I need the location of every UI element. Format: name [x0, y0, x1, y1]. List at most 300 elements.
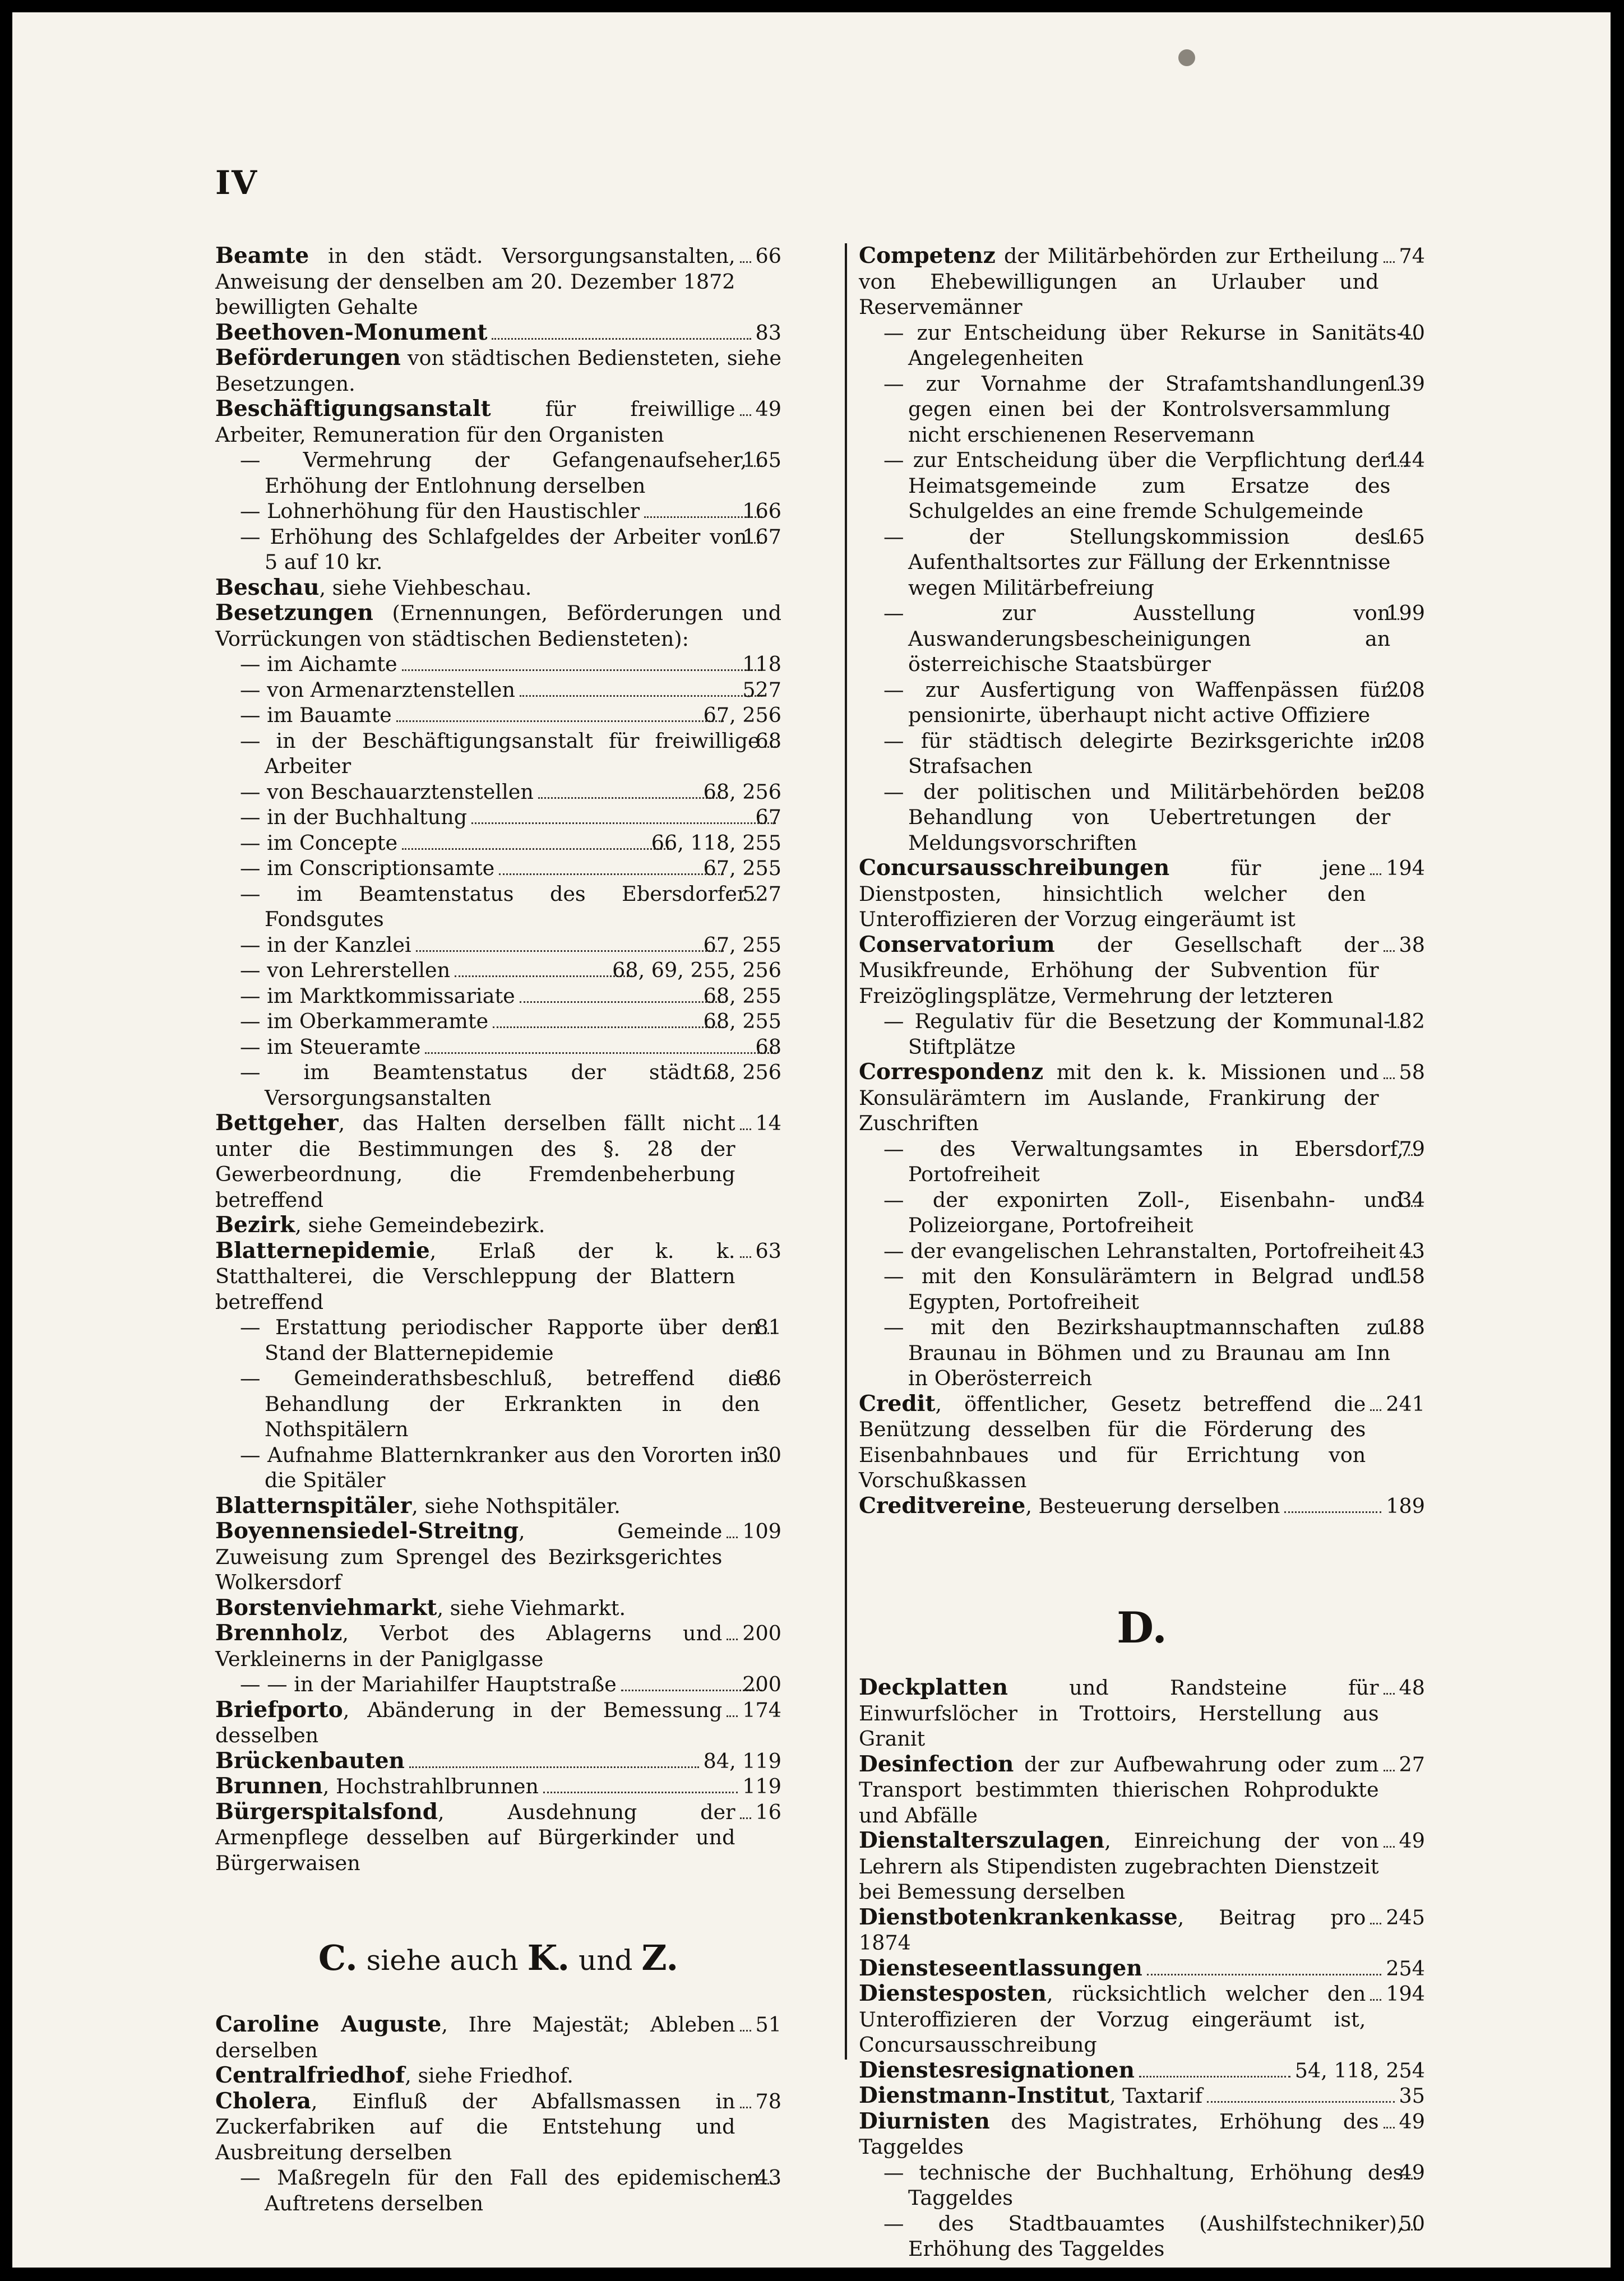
dot-leader [1370, 1409, 1381, 1411]
section-note: siehe auch [357, 1944, 528, 1977]
page-reference: 51 [755, 2012, 781, 2037]
entry-description: der Militärbehörden zur Ertheilung von Ehebewilligungen an Urlauber und Reservemänner [859, 244, 1379, 319]
page-reference: 527 [742, 881, 781, 906]
index-entry [883, 1238, 1425, 1264]
index-entry [883, 447, 1425, 524]
entry-description: , Verbot des Ablagerns und Verkleinerns in der Paniglgasse [215, 1621, 723, 1671]
entry-description: , Abänderung in der Bemessung desselben [215, 1697, 723, 1747]
entry-description: , Hochstrahlbrunnen [322, 1774, 539, 1798]
entry-description: — von Beschauarztenstellen [240, 779, 534, 804]
index-entry [883, 320, 1425, 371]
index-entry [883, 1187, 1425, 1238]
page-reference: 109 [742, 1519, 781, 1543]
dot-leader [402, 669, 763, 671]
entry-text [883, 1136, 1404, 1187]
index-entry [240, 779, 781, 805]
page-reference: 66 [755, 244, 781, 268]
dot-leader [455, 975, 632, 977]
entry-text [240, 983, 515, 1009]
page-reference: 199 [1386, 601, 1425, 625]
entry-text [859, 1059, 1379, 1136]
entry-description: — zur Ausfertigung von Waffenpässen für pensionirte, überhaupt nicht active Offiziere [883, 677, 1391, 727]
dot-leader [1384, 950, 1395, 952]
dot-leader [1384, 2127, 1395, 2129]
page-reference: 208 [1386, 677, 1425, 702]
dot-leader [1207, 2101, 1394, 2103]
dot-leader [740, 1817, 751, 1819]
dot-leader [520, 1001, 724, 1003]
entry-description: und Randsteine für Einwurfslöcher in Trottoirs, Herstellung aus Granit [859, 1676, 1379, 1751]
index-entry [240, 498, 781, 524]
page-reference: 35 [1399, 2084, 1425, 2108]
page-reference: 54, 118, 254 [1294, 2058, 1425, 2083]
page-reference: 68, 256 [703, 1060, 781, 1084]
page-reference: 49 [755, 397, 781, 421]
dot-leader [402, 848, 672, 850]
entry-text [215, 1213, 545, 1238]
index-entry [240, 2165, 781, 2216]
entry-text [240, 651, 397, 677]
index-entry [883, 2211, 1425, 2262]
entry-text [859, 1493, 1280, 1519]
entry-description: — zur Entscheidung über die Verpflichtung der Heimatsgemeinde zum Ersatze des Schulgeldes an eine fremde Schulgemeinde [883, 448, 1391, 523]
entry-description: — Aufnahme Blatternkranker aus den Vororten in die Spitäler [240, 1442, 760, 1492]
page-reference: 43 [755, 2166, 781, 2190]
entry-headword: Bezirk [215, 1212, 295, 1238]
index-entry [883, 728, 1425, 779]
page-reference: 49 [1399, 1829, 1425, 1853]
index-entry [240, 932, 781, 958]
entry-text [859, 1956, 1142, 1982]
entry-description: , öffentlicher, Gesetz betreffend die Benützung desselben für die Förderung des Eisenbahnbaues und für Errichtung von Vorschußkassen [859, 1391, 1366, 1492]
dot-leader [396, 720, 724, 722]
index-entry [859, 2058, 1425, 2084]
index-entry [240, 1034, 781, 1060]
entry-text [240, 498, 640, 524]
entry-headword: Bettgeher [215, 1110, 339, 1136]
dot-leader [520, 695, 762, 697]
entry-description: , Einfluß der Abfallsmassen in Zuckerfabriken auf die Entstehung und Ausbreitung derselben [215, 2089, 735, 2164]
entry-text [859, 2058, 1135, 2084]
entry-description: , Einreichung der von Lehrern als Stipendisten zugebrachten Dienstzeit bei Bemessung derselben [859, 1829, 1379, 1904]
entry-text [859, 932, 1379, 1009]
page-reference: 40 [1399, 320, 1425, 345]
entry-description: der zur Aufbewahrung oder zum Transport bestimmten thierischen Rohprodukte und Abfälle [859, 1752, 1379, 1827]
dot-leader [499, 873, 723, 875]
entry-headword: Dienstbotenkrankenkasse [859, 1904, 1178, 1930]
index-entry [240, 983, 781, 1009]
entry-text [883, 1238, 1396, 1264]
dot-leader [740, 414, 751, 416]
dot-leader [740, 2030, 751, 2032]
page-reference: 241 [1386, 1391, 1425, 1416]
page-reference: 182 [1386, 1009, 1425, 1033]
entry-text [859, 2109, 1379, 2160]
index-entry [240, 447, 781, 498]
entry-description: , Ausdehnung der Armenpflege desselben auf Bürgerkinder und Bürgerwaisen [215, 1799, 735, 1875]
dot-leader [543, 1792, 738, 1793]
dot-leader [1370, 1923, 1381, 1924]
index-entry [240, 728, 781, 779]
entry-text [240, 677, 516, 703]
entry-description: — Maßregeln für den Fall des epidemischen Auftretens derselben [240, 2166, 760, 2215]
index-entry [883, 600, 1425, 677]
index-entry [215, 2012, 781, 2063]
page-reference: 119 [742, 1774, 781, 1798]
page-reference: 78 [755, 2089, 781, 2113]
entry-text [859, 1905, 1366, 1956]
entry-description: — des Verwaltungsamtes in Ebersdorf, Portofreiheit [883, 1136, 1404, 1186]
dot-leader [493, 1026, 724, 1028]
entry-headword: Blatternepidemie [215, 1237, 430, 1264]
page-reference: 527 [742, 677, 781, 702]
entry-description: — mit den Bezirkshauptmannschaften zu Braunau in Böhmen und zu Braunau am Inn in Oberösterreich [883, 1315, 1391, 1390]
entry-headword: Creditvereine [859, 1492, 1026, 1519]
entry-headword: Caroline Auguste [215, 2011, 442, 2037]
dot-leader [1384, 261, 1395, 263]
index-entry [859, 855, 1425, 932]
index-entry [215, 345, 781, 396]
entry-headword: Bürgerspitalsfond [215, 1798, 438, 1825]
page-reference: 49 [1399, 2160, 1425, 2185]
entry-description: , Taxtarif [1109, 2084, 1203, 2108]
page-number: IV [215, 164, 258, 202]
index-entry [883, 2160, 1425, 2211]
page-reference: 67, 255 [703, 932, 781, 957]
entry-description: — in der Buchhaltung [240, 805, 468, 829]
page-reference: 49 [1399, 2109, 1425, 2134]
entry-description: in den städt. Versorgungsanstalten, Anweisung der denselben am 20. Dezember 1872 bewilligten Gehalte [215, 244, 735, 319]
page-reference: 63 [755, 1238, 781, 1263]
entry-description: — im Beamtenstatus der städt. Versorgungsanstalten [240, 1060, 708, 1110]
page-reference: 194 [1386, 1982, 1425, 2006]
dot-leader [1384, 1770, 1395, 1771]
index-entry [215, 600, 781, 651]
entry-headword: Concursausschreibungen [859, 855, 1170, 881]
page-reference: 68, 256 [703, 779, 781, 804]
entry-text [240, 728, 760, 779]
index-entry [240, 651, 781, 677]
entry-headword: Borstenviehmarkt [215, 1594, 437, 1621]
index-entry [859, 1059, 1425, 1136]
entry-text [240, 1366, 760, 1442]
page-reference: 165 [1386, 524, 1425, 549]
dot-leader [1284, 1511, 1381, 1513]
entry-description: , Ihre Majestät; Ableben derselben [215, 2012, 735, 2062]
entry-description: — im Conscriptionsamte [240, 856, 495, 880]
index-entry [240, 1672, 781, 1697]
entry-description: — mit den Konsulärämtern in Belgrad und Egypten, Portofreiheit [883, 1264, 1391, 1314]
index-entry [859, 1752, 1425, 1829]
entry-text [883, 1008, 1391, 1059]
dot-leader [740, 1128, 751, 1130]
dot-leader [471, 822, 775, 824]
entry-description: von städtischen Bediensteten, siehe Besetzungen. [215, 346, 781, 396]
entry-description: — der evangelischen Lehranstalten, Portofreiheit [883, 1238, 1396, 1263]
entry-description: — im Beamtenstatus des Ebersdorfer Fondsgutes [240, 881, 747, 931]
entry-text [215, 1519, 722, 1595]
index-entry [240, 1059, 781, 1111]
entry-text [240, 1008, 489, 1034]
page-reference: 43 [1399, 1238, 1425, 1263]
index-entry [859, 1981, 1425, 2058]
index-entry [240, 804, 781, 830]
entry-text [883, 524, 1391, 601]
entry-description: — der exponirten Zoll-, Eisenbahn- und Polizeiorgane, Portofreiheit [883, 1187, 1404, 1237]
page-reference: 27 [1399, 1752, 1425, 1776]
section-letter-k: K. [527, 1937, 570, 1978]
index-list-b [215, 243, 781, 1876]
entry-text [883, 779, 1391, 856]
entry-description: — im Marktkommissariate [240, 983, 515, 1008]
index-column-left [215, 243, 781, 2216]
entry-description: — Gemeinderathsbeschluß, betreffend die Behandlung der Erkrankten in den Nothspitälern [240, 1366, 760, 1441]
entry-description: , Beitrag pro 1874 [859, 1905, 1366, 1955]
entry-text [215, 1493, 621, 1519]
index-entry [215, 396, 781, 447]
entry-headword: Boyennensiedel-Streitng [215, 1518, 519, 1544]
page-reference: 66, 118, 255 [651, 830, 781, 855]
entry-description: — im Aichamte [240, 652, 397, 676]
entry-text [859, 2083, 1202, 2109]
entry-text [859, 1752, 1379, 1829]
entry-headword: Dienstesposten [859, 1981, 1047, 2006]
document-page [12, 12, 1611, 2268]
entry-text [215, 600, 781, 651]
section-and: und [570, 1944, 642, 1977]
entry-headword: Correspondenz [859, 1059, 1044, 1085]
page-reference: 30 [755, 1442, 781, 1467]
index-entry [215, 1799, 781, 1876]
page-reference: 50 [1399, 2211, 1425, 2236]
index-entry [215, 1621, 781, 1672]
index-entry [859, 1828, 1425, 1905]
page-reference: 14 [755, 1111, 781, 1135]
page-reference: 68, 69, 255, 256 [612, 958, 781, 982]
entry-description: — von Lehrerstellen [240, 958, 451, 982]
entry-description: , Erlaß der k. k. Statthalterei, die Verschleppung der Blattern betreffend [215, 1238, 735, 1314]
entry-description: , siehe Viehmarkt. [437, 1595, 626, 1620]
index-entry [883, 677, 1425, 728]
page-reference: 48 [1399, 1676, 1425, 1700]
entry-description: , das Halten derselben fällt nicht unter die Bestimmungen des §. 28 der Gewerbeordnung, die Fremdenbeherbung betreffend [215, 1111, 735, 1212]
entry-description: — von Armenarztenstellen [240, 677, 516, 702]
entry-description: — Erhöhung des Schlafgeldes der Arbeiter von 5 auf 10 kr. [240, 524, 747, 574]
entry-description: — des Stadtbauamtes (Aushilfstechniker), Erhöhung des Taggeldes [883, 2211, 1404, 2261]
page-reference: 158 [1386, 1264, 1425, 1288]
index-entry [240, 957, 781, 983]
entry-description: des Magistrates, Erhöhung des Taggeldes [859, 2109, 1379, 2159]
index-entry [859, 932, 1425, 1009]
index-entry [215, 1595, 781, 1621]
entry-description: für freiwillige Arbeiter, Remuneration für den Organisten [215, 397, 735, 447]
entry-headword: Centralfriedhof [215, 2062, 405, 2088]
entry-headword: Brückenbauten [215, 1747, 405, 1774]
index-entry [215, 1238, 781, 1315]
entry-description: — in der Kanzlei [240, 932, 411, 957]
entry-text [240, 1442, 760, 1493]
dot-leader [740, 2107, 751, 2108]
entry-headword: Cholera [215, 2088, 311, 2114]
entry-text [240, 1672, 617, 1697]
entry-description: für jene Dienstposten, hinsichtlich welcher den Unteroffizieren der Vorzug eingeräumt ist [859, 856, 1366, 931]
page-reference: 189 [1386, 1493, 1425, 1518]
entry-text [859, 1828, 1379, 1905]
page-reference: 67, 256 [703, 703, 781, 727]
entry-description: — im Steueramte [240, 1034, 421, 1059]
entry-text [859, 855, 1366, 932]
dot-leader [1384, 1693, 1395, 1695]
entry-text [883, 2211, 1404, 2262]
page-reference: 254 [1386, 1956, 1425, 1981]
page-reference: 58 [1399, 1060, 1425, 1084]
entry-description: — im Oberkammeramte [240, 1009, 489, 1033]
entry-description: , Gemeinde Zuweisung zum Sprengel des Bezirksgerichtes Wolkersdorf [215, 1519, 723, 1594]
page-reference: 67, 255 [703, 856, 781, 880]
entry-text [240, 2165, 760, 2216]
page-reference: 166 [742, 499, 781, 523]
dot-leader [1384, 1846, 1395, 1848]
entry-description: — der politischen und Militärbehörden bei Behandlung von Uebertretungen der Meldungsvorschriften [883, 779, 1391, 855]
index-entry [240, 524, 781, 575]
entry-description: — im Bauamte [240, 703, 392, 727]
dot-leader [409, 1766, 699, 1768]
entry-description: , siehe Friedhof. [405, 2063, 573, 2088]
index-entry [883, 1315, 1425, 1391]
page-reference: 67 [755, 805, 781, 829]
entry-text [883, 447, 1391, 524]
entry-headword: Dienstmann-Institut [859, 2083, 1109, 2108]
page-reference: 84, 119 [703, 1748, 781, 1773]
entry-text [215, 2089, 735, 2166]
entry-headword: Beamte [215, 243, 309, 269]
index-entry [215, 1748, 781, 1774]
page-reference: 174 [742, 1697, 781, 1722]
section-heading-d [859, 1603, 1425, 1653]
entry-text [240, 881, 747, 932]
index-entry [240, 1366, 781, 1442]
entry-text [240, 804, 468, 830]
entry-headword: Beschäftigungsanstalt [215, 396, 491, 422]
entry-description: , siehe Gemeindebezirk. [295, 1213, 545, 1237]
entry-text [859, 1675, 1379, 1752]
entry-description: — zur Ausstellung von Auswanderungsbescheinigungen an österreichische Staatsbürger [883, 601, 1391, 676]
page-reference: 68, 255 [703, 983, 781, 1008]
index-entry [215, 1774, 781, 1799]
entry-text [883, 1187, 1404, 1238]
index-list-c-continued [859, 243, 1425, 1519]
entry-text [240, 830, 398, 856]
page-reference: 81 [755, 1315, 781, 1339]
entry-text [215, 1799, 735, 1876]
index-entry [883, 1136, 1425, 1187]
dot-leader [492, 338, 751, 340]
entry-headword: Competenz [859, 243, 996, 269]
page-reference: 68 [755, 728, 781, 753]
entry-text [883, 1315, 1391, 1391]
page-reference: 144 [1386, 448, 1425, 472]
entry-headword: Besetzungen [215, 600, 373, 626]
dot-leader [538, 797, 724, 799]
entry-description: — Regulativ für die Besetzung der Kommunal-Stiftplätze [883, 1009, 1391, 1059]
dot-leader [1370, 873, 1381, 875]
entry-text [215, 1697, 722, 1748]
dot-leader [416, 950, 724, 952]
index-column-right [859, 243, 1425, 2262]
entry-text [883, 371, 1391, 448]
page-reference: 38 [1399, 932, 1425, 957]
page-reference: 167 [742, 524, 781, 549]
index-entry [215, 2089, 781, 2166]
section-letter-c: C. [318, 1937, 358, 1978]
entry-text [883, 320, 1404, 371]
entry-description: — — in der Mariahilfer Hauptstraße [240, 1672, 617, 1696]
page-reference: 194 [1386, 856, 1425, 880]
entry-description: — technische der Buchhaltung, Erhöhung des Taggeldes [883, 2160, 1404, 2210]
page-reference: 86 [755, 1366, 781, 1390]
index-entry [240, 1442, 781, 1493]
index-entry [215, 2063, 781, 2089]
page-reference: 79 [1399, 1136, 1425, 1161]
entry-text [240, 524, 747, 575]
entry-description: — der Stellungskommission des Aufenthaltsortes zur Fällung der Erkenntnisse wegen Militärbefreiung [883, 524, 1391, 600]
entry-text [240, 447, 747, 498]
dot-leader [740, 261, 751, 263]
entry-description: — Vermehrung der Gefangenaufseher, Erhöhung der Entlohnung derselben [240, 448, 747, 498]
entry-text [215, 1748, 405, 1774]
index-entry [859, 243, 1425, 320]
dot-leader [727, 1639, 738, 1640]
entry-description: , Besteuerung derselben [1025, 1493, 1280, 1518]
entry-text [240, 779, 534, 805]
entry-headword: Credit [859, 1390, 936, 1417]
entry-headword: Dienstesresignationen [859, 2057, 1135, 2083]
page-reference: 34 [1399, 1187, 1425, 1212]
entry-description: , rücksichtlich welcher den Unteroffizieren der Vorzug eingeräumt ist, Concursausschreibung [859, 1982, 1366, 2057]
index-entry [859, 1956, 1425, 1982]
entry-headword: Diensteseentlassungen [859, 1955, 1142, 1981]
entry-text [240, 1315, 760, 1366]
entry-text [883, 677, 1391, 728]
entry-text [240, 932, 411, 958]
index-entry [215, 1493, 781, 1519]
entry-headword: Brunnen [215, 1773, 323, 1799]
index-entry [859, 1391, 1425, 1493]
page-reference: 200 [742, 1621, 781, 1645]
page-reference: 208 [1386, 779, 1425, 804]
dot-leader [1370, 1999, 1381, 2001]
entry-description: — für städtisch delegirte Bezirksgerichte in Strafsachen [883, 728, 1391, 778]
index-entry [240, 1315, 781, 1366]
index-entry [240, 677, 781, 703]
section-letter-d: D. [1117, 1603, 1167, 1653]
entry-headword: Conservatorium [859, 931, 1055, 957]
entry-description: , siehe Nothspitäler. [411, 1493, 621, 1518]
index-entry [215, 1111, 781, 1213]
entry-description: — zur Vornahme der Strafamtshandlungen gegen einen bei der Kontrolsversammlung nicht erschienenen Reservemann [883, 371, 1391, 447]
entry-text [859, 1981, 1366, 2058]
dot-leader [1139, 2076, 1290, 2078]
index-entry [240, 855, 781, 881]
section-heading-c [215, 1937, 781, 1978]
entry-headword: Dienstalterszulagen [859, 1827, 1105, 1853]
index-entry [859, 1675, 1425, 1752]
entry-text [215, 2012, 735, 2063]
entry-description: (Ernennungen, Beförderungen und Vorrückungen von städtischen Bediensteten): [215, 601, 781, 651]
entry-description: — Erstattung periodischer Rapporte über den Stand der Blatternepidemie [240, 1315, 760, 1365]
entry-headword: Deckplatten [859, 1674, 1008, 1700]
entry-text [215, 1111, 735, 1213]
